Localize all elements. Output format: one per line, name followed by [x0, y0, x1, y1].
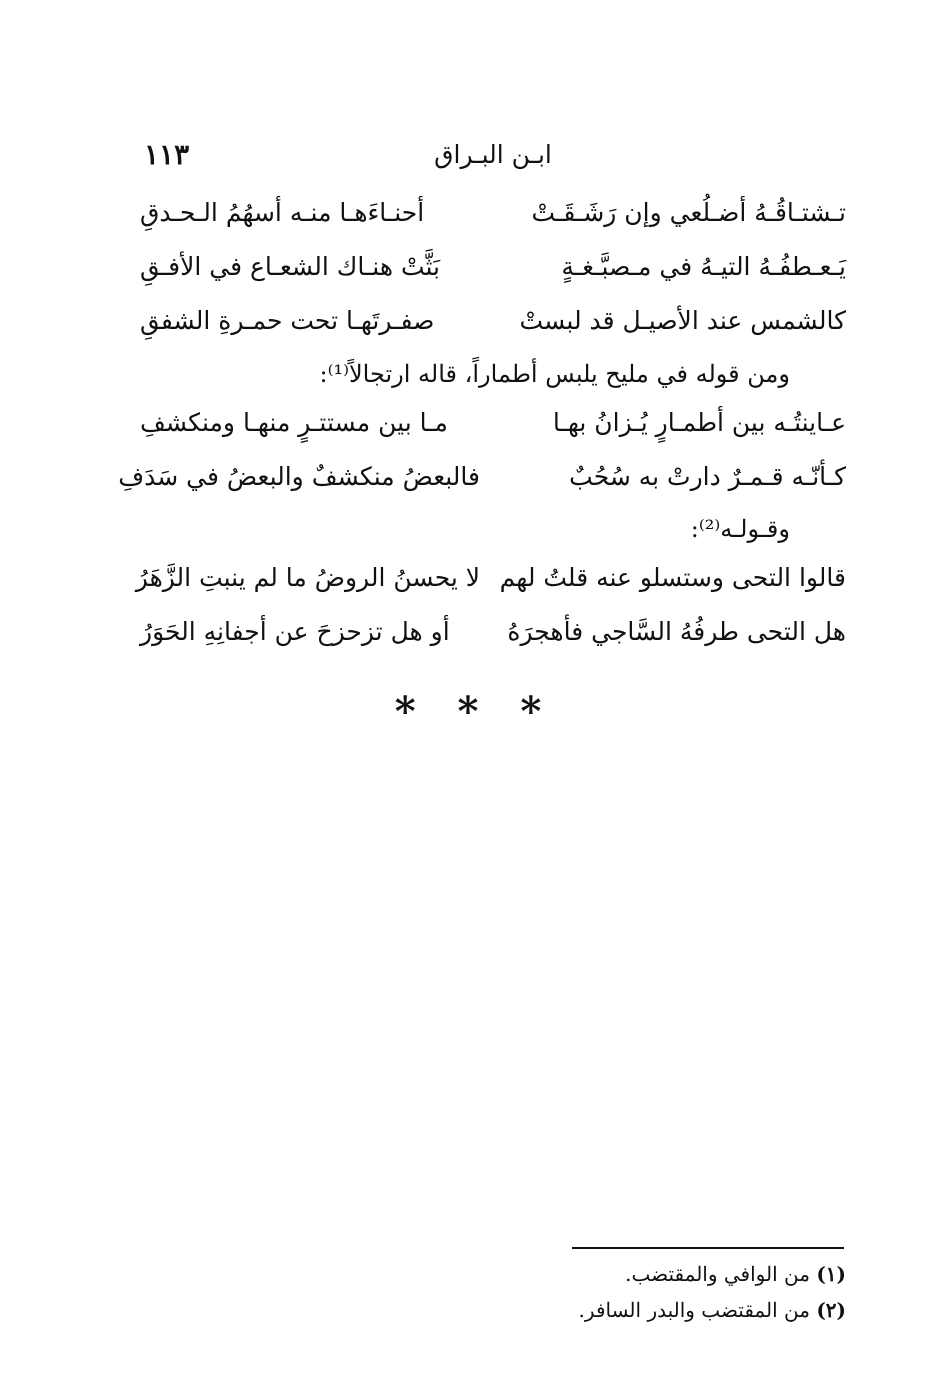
- verse: [140, 306, 846, 360]
- verse-first-hemistich: قالوا التحى وستسلو عنه قلتُ لهم: [499, 563, 846, 592]
- verse: [140, 198, 846, 252]
- verse-second-hemistich: مـا بين مستتـرٍ منهـا ومنكشفِ: [140, 408, 448, 437]
- footnote: [446, 1262, 846, 1298]
- verse-second-hemistich: لا يحسنُ الروضُ ما لم ينبتِ الزَّهَرُ: [135, 563, 480, 592]
- verse-first-hemistich: عـاينتُـه بين أطمـارٍ يُـزانُ بهـا: [552, 408, 846, 437]
- verse: [135, 563, 846, 617]
- page-number: ١١٣: [144, 138, 190, 171]
- verse-first-hemistich: يَـعـطفُـهُ التيـهُ في مـصبَّـغـةٍ: [561, 252, 846, 281]
- verse-second-hemistich: فالبعضُ منكشفٌ والبعضُ في سَدَفِ: [118, 462, 480, 491]
- verse-first-hemistich: هل التحى طرفُهُ السَّاجي فأهجرَهُ: [507, 617, 846, 646]
- verse-second-hemistich: أحنـاءَهـا منـه أسهُمُ الـحـدقِ: [140, 198, 425, 227]
- poem-3: [135, 563, 846, 671]
- footnote-marker: (٢): [816, 1298, 846, 1322]
- footnote: [446, 1298, 846, 1334]
- verse-second-hemistich: بَثَّتْ هنـاك الشعـاع في الأفـقِ: [140, 252, 441, 281]
- footnote-marker: (١): [816, 1262, 846, 1286]
- verse-second-hemistich: أو هل تزحزحَ عن أجفانِهِ الحَوَرُ: [140, 617, 450, 646]
- verse: [140, 252, 846, 306]
- poem-1: [140, 198, 846, 360]
- verse-first-hemistich: كالشمس عند الأصيـل قد لبستْ: [519, 306, 846, 335]
- verse: [140, 617, 846, 671]
- footnote-separator: [572, 1247, 844, 1249]
- running-title: ابـن البـراق: [434, 140, 552, 169]
- poem-3-introduction: وقـولـه⁽²⁾:: [690, 515, 790, 543]
- page-header: [140, 138, 846, 178]
- poem-2: [118, 408, 846, 516]
- verse: [140, 408, 846, 462]
- verse: [118, 462, 846, 516]
- section-ornament: * * *: [394, 688, 556, 735]
- verse-first-hemistich: تـشتـاقُـهُ أضـلُعي وإن رَشَـقَـتْ: [531, 198, 846, 227]
- verse-first-hemistich: كـأنّـه قـمـرٌ دارتْ به سُحُبٌ: [569, 462, 846, 491]
- verse-second-hemistich: صفـرتَهـا تحت حمـرةِ الشفقِ: [140, 306, 435, 335]
- poem-2-introduction: ومن قوله في مليح يلبس أطماراً، قاله ارتجالاً⁽¹⁾:: [319, 360, 790, 388]
- footnote-text: من الوافي والمقتضب.: [625, 1262, 810, 1286]
- footnotes: [446, 1262, 846, 1334]
- footnote-text: من المقتضب والبدر السافر.: [578, 1298, 810, 1322]
